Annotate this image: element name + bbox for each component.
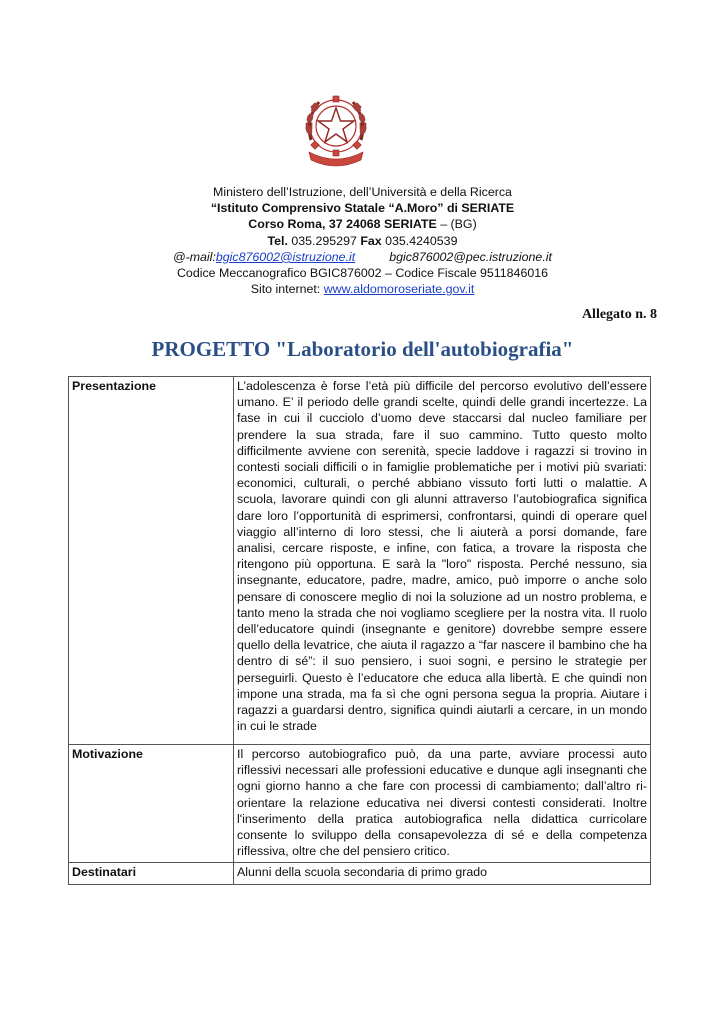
row-text-destinatari: Alunni della scuola secondaria di primo grado	[234, 863, 651, 884]
ministry-name: Ministero dell’Istruzione, dell’Università e della Ricerca	[213, 185, 512, 199]
website-link[interactable]: www.aldomoroseriate.gov.it	[323, 282, 475, 297]
school-name: “Istituto Comprensivo Statale “A.Moro” di SERIATE	[210, 201, 515, 216]
fiscal-codes: Codice Meccanografico BGIC876002 – Codice Fiscale 9511846016	[176, 266, 549, 281]
repubblica-italiana-emblem-icon	[297, 90, 375, 168]
table-row	[69, 377, 651, 745]
table-row	[69, 745, 651, 863]
project-table	[68, 376, 651, 885]
table-row	[69, 863, 651, 884]
letterhead	[150, 184, 575, 297]
email-link[interactable]: bgic876002@istruzione.it	[215, 249, 356, 264]
website-line: Sito internet: www.aldomoroseriate.gov.it	[250, 282, 475, 297]
row-label-destinatari: Destinatari	[69, 863, 234, 884]
school-address: Corso Roma, 37 24068 SERIATE – (BG)	[248, 217, 477, 232]
email-line: @-mail:bgic876002@istruzione.it bgic876002@pec.istruzione.it	[173, 249, 552, 264]
row-text-motivazione: Il percorso autobiografico può, da una parte, avviare processi auto riflessivi necessari alle professioni educative e dunque agli insegnanti che ogni giorno hanno a che fare con processi di cambiamento; dall’altro ri-orientare la relazione educativa nei diversi contesti considerati. Inoltre l'inserimento della pratica autobiografica nella didattica curricolare consente lo sviluppo della consapevolezza di sé e della competenza riflessiva, oltre che del pensiero critico.	[234, 745, 651, 863]
attachment-number: Allegato n. 8	[581, 307, 657, 322]
phone-fax: Tel. 035.295297 Fax 035.4240539	[267, 233, 458, 248]
project-title: PROGETTO "Laboratorio dell'autobiografia"	[151, 337, 574, 361]
row-label-presentazione: Presentazione	[69, 377, 234, 745]
row-text-presentazione: L’adolescenza è forse l’età più difficile del percorso evolutivo dell’essere umano. E’ il periodo delle grandi scelte, quindi delle grandi incertezze. La fase in cui il cucciolo d’uomo deve staccarsi dal nucleo familiare per prendere la sua strada, fare il suo cammino. Tutto questo molto difficilmente avviene con serenità, specie laddove i ragazzi si trovino in contesti sociali difficili o in famiglie problematiche per i motivi più svariati: economici, culturali, o perché abbiano vissuto forti lutti o malattie. A scuola, lavorare quindi con gli alunni attraverso l’autobiografica significa dare loro l’opportunità di esprimersi, confrontarsi, quindi di operare quel viaggio all’interno di loro stessi, che li aiuterà a porsi domande, fare analisi, cercare risposte, e infine, con fatica, a trovare la risposta che ritengono più opportuna. E sarà la "loro" risposta. Perché nessuno, sia insegnante, educatore, padre, madre, amico, può imporre o anche solo pensare di conoscere meglio di noi la soluzione ad un nostro problema, e tanto meno la strada che noi vogliamo scegliere per la nostra vita. Il ruolo dell’educatore quindi (insegnante e genitore) dovrebbe sempre essere quello della levatrice, che aiuta il ragazzo a “far nascere il bambino che ha dentro di sé”: il suo pensiero, i suoi sogni, e persino le strategie per perseguirli. Questo è l’educatore che educa alla libertà. E che quindi non impone una strada, ma fa sì che ogni persona segua la propria. Aiutare i ragazzi a guardarsi dentro, significa quindi aiutarli a cercare, in un mondo in cui le strade	[234, 377, 651, 745]
pec-address: bgic876002@pec.istruzione.it	[389, 249, 552, 264]
row-label-motivazione: Motivazione	[69, 745, 234, 863]
